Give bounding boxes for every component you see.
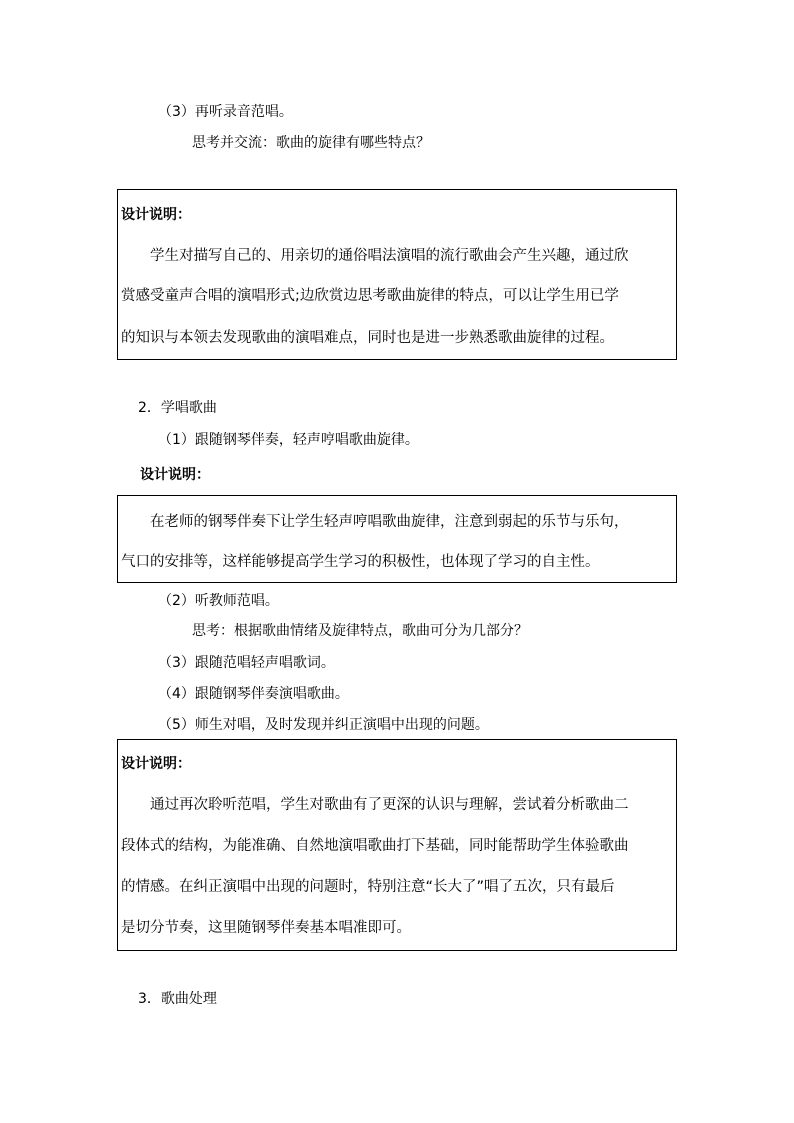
think-prompt: 思考：根据歌曲情绪及旋律特点，歌曲可分为几部分？ bbox=[192, 623, 528, 639]
design-note-title: 设计说明： bbox=[121, 756, 191, 772]
section-heading-learn-song: 2．学唱歌曲 bbox=[138, 400, 217, 416]
design-note-line: 学生对描写自己的、用亲切的通俗唱法演唱的流行歌曲会产生兴趣，通过欣 bbox=[150, 248, 629, 264]
item-hum-melody: （1）跟随钢琴伴奏，轻声哼唱歌曲旋律。 bbox=[158, 432, 419, 448]
design-note-line: 通过再次聆听范唱，学生对歌曲有了更深的认识与理解，尝试着分析歌曲二 bbox=[150, 797, 629, 813]
item-listen-recording: （3）再听录音范唱。 bbox=[158, 104, 293, 120]
design-note-line: 的情感。在纠正演唱中出现的问题时，特别注意“长大了”唱了五次，只有最后 bbox=[121, 879, 615, 895]
item-teacher-demo: （2）听教师范唱。 bbox=[158, 593, 279, 609]
design-note-box-3 bbox=[117, 739, 677, 951]
design-note-line: 段体式的结构，为能准确、自然地演唱歌曲打下基础，同时能帮助学生体验歌曲 bbox=[121, 838, 629, 854]
design-note-line: 气口的安排等，这样能够提高学生学习的积极性，也体现了学习的自主性。 bbox=[121, 554, 600, 570]
design-note-title-2: 设计说明： bbox=[140, 467, 210, 483]
design-note-title: 设计说明： bbox=[121, 207, 191, 223]
item-sing-with-piano: （4）跟随钢琴伴奏演唱歌曲。 bbox=[158, 686, 349, 702]
design-note-line: 的知识与本领去发现歌曲的演唱难点，同时也是进一步熟悉歌曲旋律的过程。 bbox=[121, 330, 614, 346]
design-note-box-1 bbox=[117, 189, 677, 360]
think-discuss-prompt: 思考并交流：歌曲的旋律有哪些特点？ bbox=[192, 135, 430, 151]
design-note-box-2 bbox=[117, 495, 677, 583]
item-sing-lyrics: （3）跟随范唱轻声唱歌词。 bbox=[158, 655, 335, 671]
item-duet: （5）师生对唱，及时发现并纠正演唱中出现的问题。 bbox=[158, 717, 489, 733]
design-note-line: 在老师的钢琴伴奏下让学生轻声哼唱歌曲旋律，注意到弱起的乐节与乐句， bbox=[150, 514, 629, 530]
design-note-line: 赏感受童声合唱的演唱形式;边欣赏边思考歌曲旋律的特点，可以让学生用已学 bbox=[121, 288, 619, 304]
design-note-line: 是切分节奏，这里随钢琴伴奏基本唱准即可。 bbox=[121, 920, 411, 936]
section-heading-song-treatment: 3．歌曲处理 bbox=[138, 991, 217, 1007]
